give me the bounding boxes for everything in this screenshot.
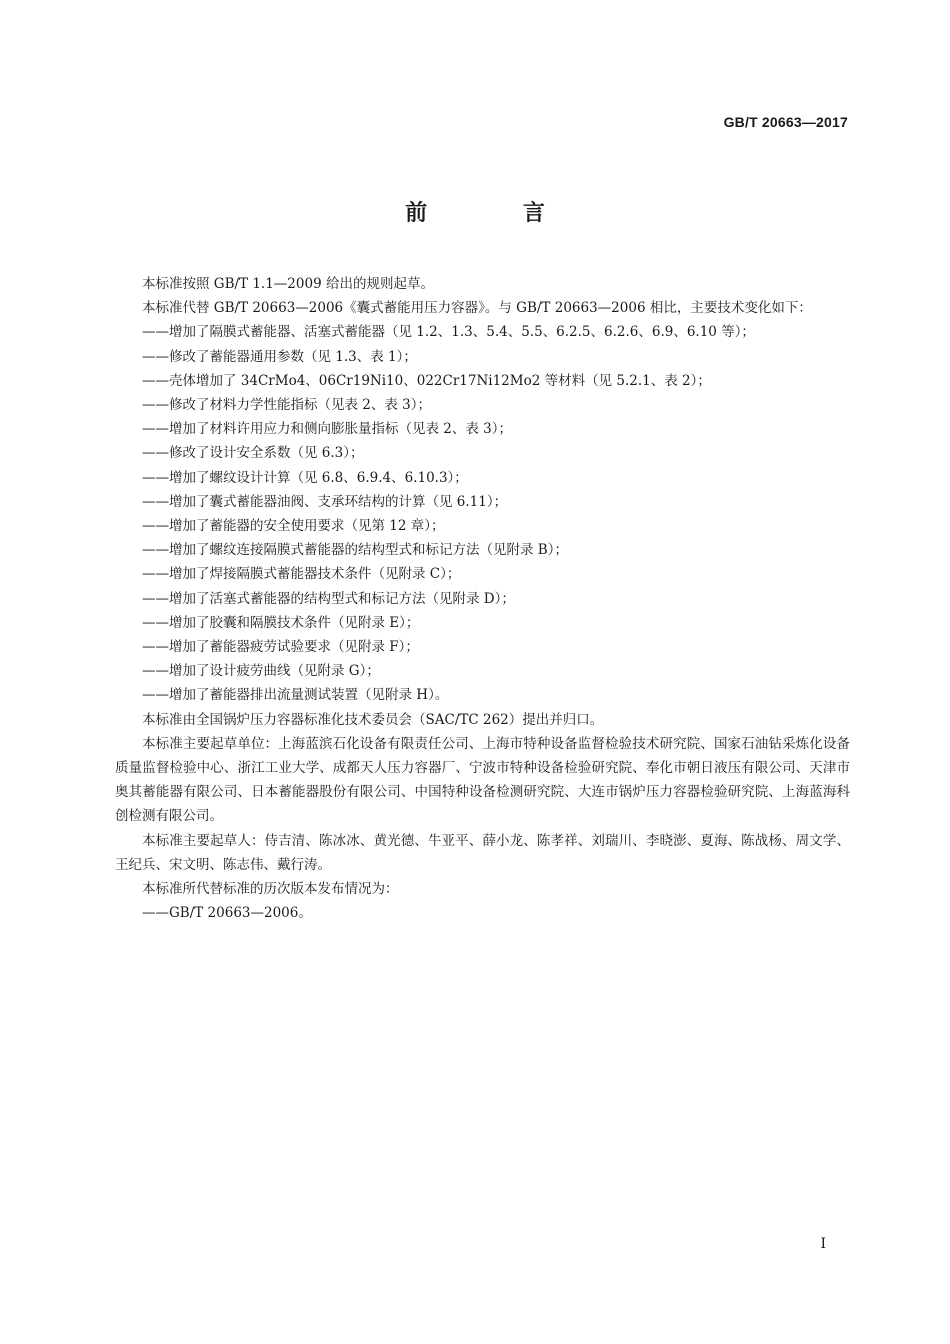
change-item: ——增加了螺纹连接隔膜式蓄能器的结构型式和标记方法（见附录 B）； xyxy=(142,542,568,559)
paragraph-committee: 本标准由全国锅炉压力容器标准化技术委员会（SAC/TC 262）提出并归口。 xyxy=(142,711,604,728)
paragraph-drafting-rules: 本标准按照 GB/T 1.1—2009 给出的规则起草。 xyxy=(142,276,434,292)
change-item: ——增加了胶囊和隔膜技术条件（见附录 E）； xyxy=(142,614,420,631)
paragraph-history-intro: 本标准所代替标准的历次版本发布情况为： xyxy=(142,881,399,898)
paragraph-drafting-units: 本标准主要起草单位：上海蓝滨石化设备有限责任公司、上海市特种设备监督检验技术研究院、国家石油钻采炼化设备质量监督检验中心、浙江工业大学、成都天人压力容器厂、宁波市特种设备检验研究院、奉化市朝日液压有限公司、天津市奥其蓄能器有限公司、日本蓄能器股份有限公司、中国特种设备检测研究院、大连市锅炉压力容器检验研究院、上海蓝海科创检测有限公司。 xyxy=(115,735,850,825)
change-item: ——增加了设计疲劳曲线（见附录 G）； xyxy=(142,663,380,680)
change-item: ——增加了螺纹设计计算（见 6.8、6.9.4、6.10.3）； xyxy=(142,469,468,486)
history-item: ——GB/T 20663—2006。 xyxy=(142,905,312,922)
change-item: ——增加了活塞式蓄能器的结构型式和标记方法（见附录 D）； xyxy=(142,590,515,607)
page-number: I xyxy=(820,1236,826,1252)
standard-code: GB/T 20663—2017 xyxy=(723,114,848,130)
page-title: 前 言 xyxy=(405,201,589,226)
change-item: ——增加了隔膜式蓄能器、活塞式蓄能器（见 1.2、1.3、5.4、5.5、6.2.5、6.2.6、6.9、6.10 等）； xyxy=(142,324,755,341)
change-item: ——修改了设计安全系数（见 6.3）； xyxy=(142,445,364,462)
change-item: ——增加了蓄能器的安全使用要求（见第 12 章）； xyxy=(142,518,445,535)
change-item: ——增加了蓄能器疲劳试验要求（见附录 F）； xyxy=(142,639,419,656)
paragraph-replaces: 本标准代替 GB/T 20663—2006《囊式蓄能用压力容器》。与 GB/T 20663—2006 相比，主要技术变化如下： xyxy=(142,300,812,317)
paragraph-drafters: 本标准主要起草人：侍吉清、陈冰冰、黄光德、牛亚平、薛小龙、陈孝祥、刘瑞川、李晓澎、夏海、陈战杨、周文学、王纪兵、宋文明、陈志伟、戴行涛。 xyxy=(115,832,850,873)
change-item: ——增加了材料许用应力和侧向膨胀量指标（见表 2、表 3）； xyxy=(142,421,513,438)
change-item: ——增加了焊接隔膜式蓄能器技术条件（见附录 C）； xyxy=(142,566,461,583)
change-item: ——修改了蓄能器通用参数（见 1.3、表 1）； xyxy=(142,348,417,365)
change-item: ——修改了材料力学性能指标（见表 2、表 3）； xyxy=(142,397,432,414)
change-item: ——壳体增加了 34CrMo4、06Cr19Ni10、022Cr17Ni12Mo2 等材料（见 5.2.1、表 2）； xyxy=(142,372,711,389)
foreword-body xyxy=(115,272,850,925)
change-item: ——增加了蓄能器排出流量测试装置（见附录 H）。 xyxy=(142,687,449,704)
change-item: ——增加了囊式蓄能器油阀、支承环结构的计算（见 6.11）； xyxy=(142,493,508,510)
